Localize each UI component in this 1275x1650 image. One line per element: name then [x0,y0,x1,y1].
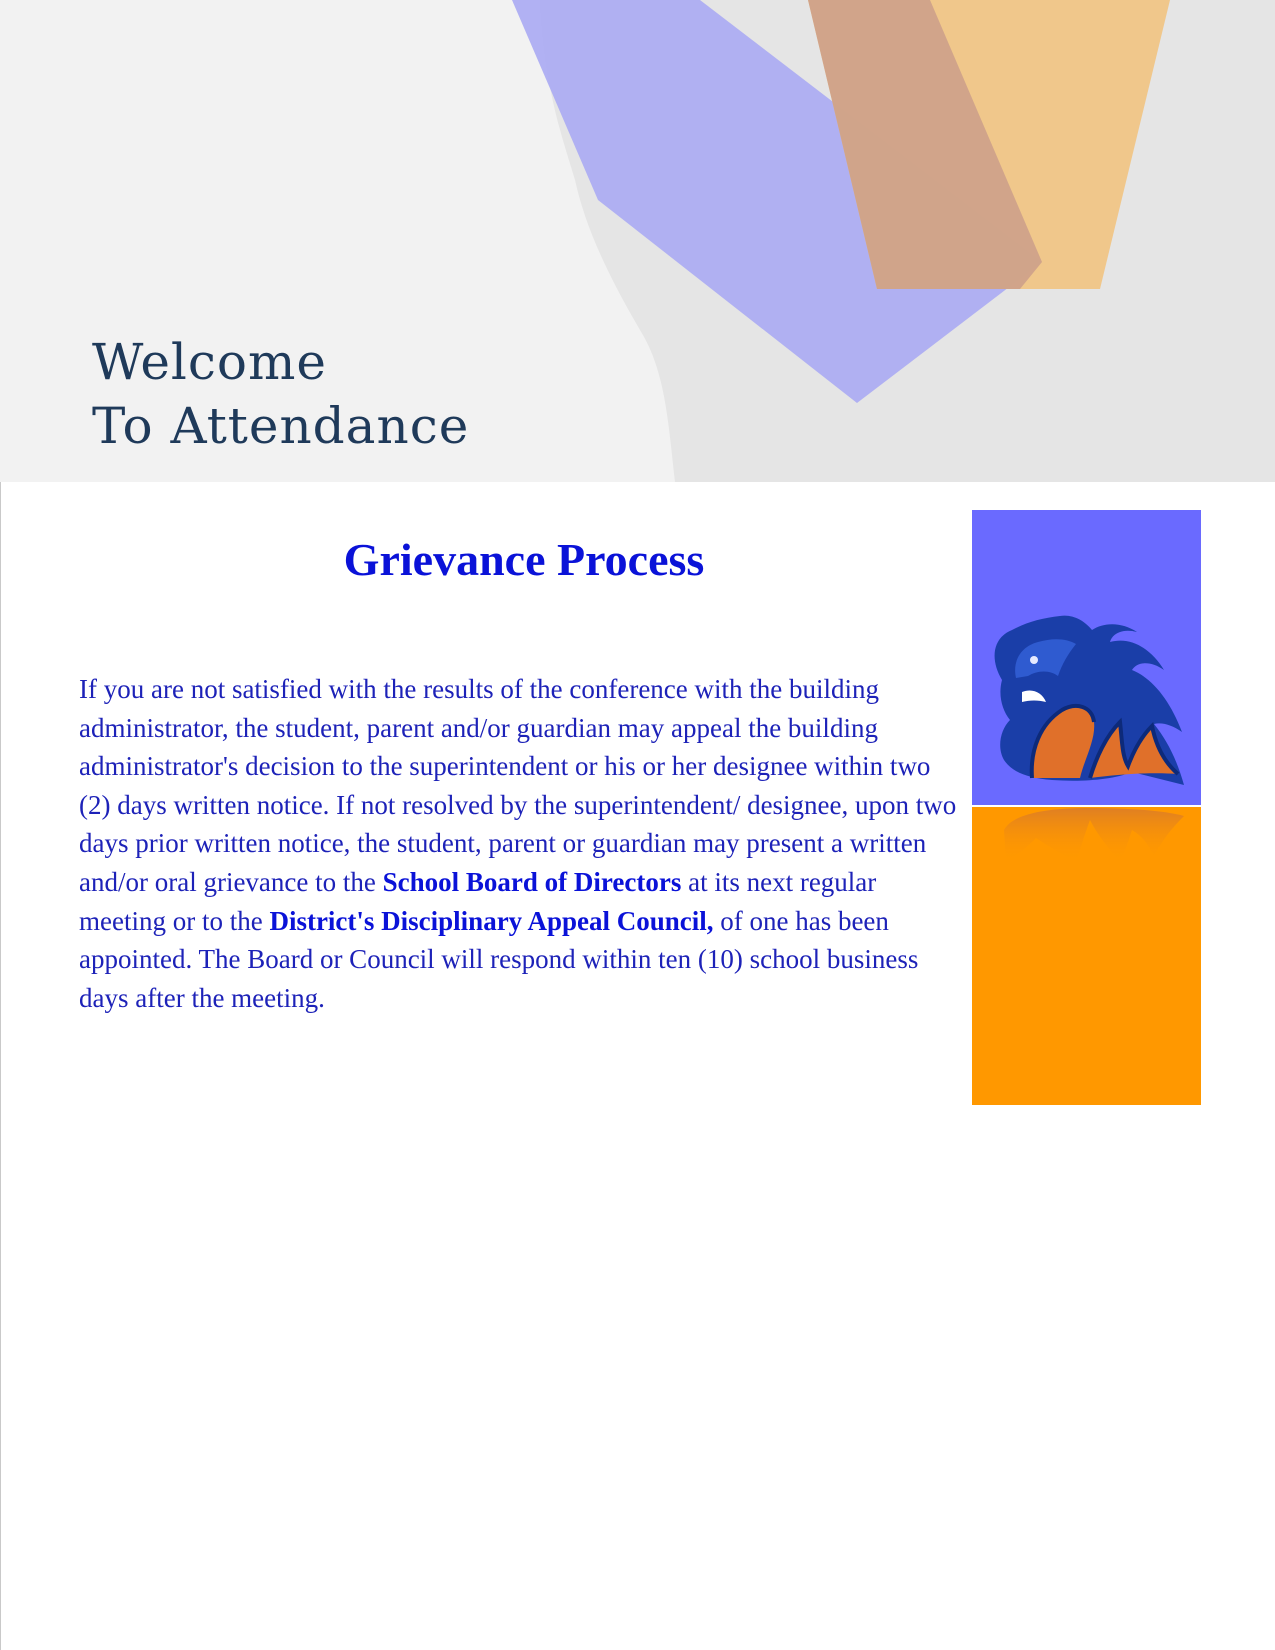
page-title: Grievance Process [343,534,705,585]
paragraph-text-run: If you are not satisfied with the results of the conference with the building administrator, the student, parent and/or guardian may appeal the building administrator's decision to the superintendent or his or her designee within two (2) days written notice. If not resolved by the superintendent/ designee, upon two days prior written notice, the student, parent or guardian may present a written and/or oral grievance to the [79,674,957,897]
welcome-line-1: Welcome [92,333,328,391]
paragraph-bold-run: District's Disciplinary Appeal Council, [269,905,714,936]
logo-sidebar [972,510,1201,1105]
welcome-line-2: To Attendance [92,397,470,455]
welcome-heading [92,330,469,458]
paragraph-text-run: of one has been appointed. The Board or Council will respond within ten (10) school business days after the meeting. [79,905,919,1013]
header-banner [0,0,1275,482]
paragraph-bold-run: School Board of Directors [382,866,682,897]
logo-panel [972,510,1201,1105]
grievance-paragraph [79,670,959,1017]
paragraph-text-run: at its next regular meeting or to the [79,866,877,936]
